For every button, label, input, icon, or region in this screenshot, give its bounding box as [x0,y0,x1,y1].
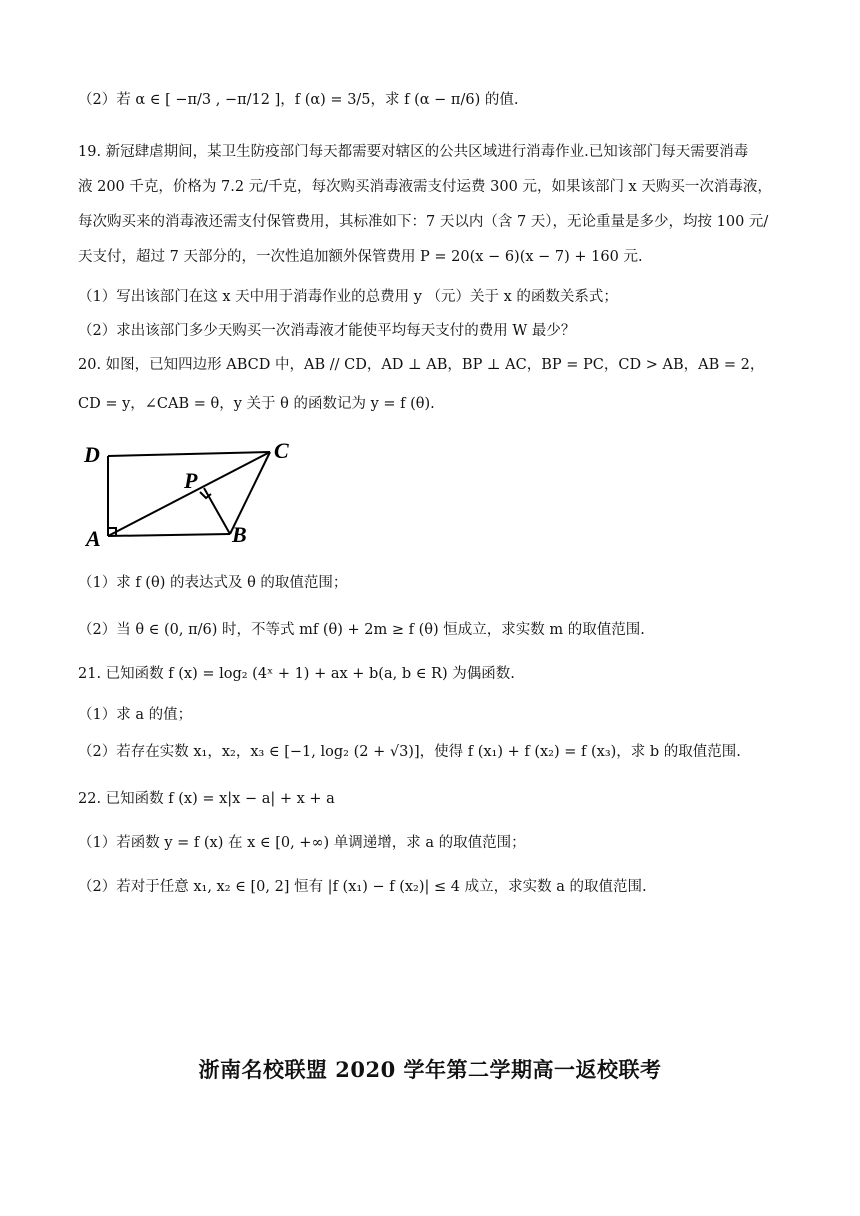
problem-21-line: 21. 已知函数 f (x) = log₂ (4ˣ + 1) + ax + b(a, b ∈ R) 为偶函数. [78,666,515,682]
label-D: D [84,442,100,467]
label-B: B [232,522,247,547]
problem-19-part-1: （1）写出该部门在这 x 天中用于消毒作业的总费用 y （元）关于 x 的函数关系式； [78,289,618,305]
problem-20-part-1: （1）求 f (θ) 的表达式及 θ 的取值范围； [78,575,348,591]
problem-19-line-2: 液 200 千克，价格为 7.2 元/千克，每次购买消毒液需支付运费 300 元，如果该部门 x 天购买一次消毒液， [78,179,772,195]
problem-line-18-2: （2）若 α ∈ [ −π/3 , −π/12 ]，f (α) = 3/5，求 f (α − π/6) 的值. [78,92,519,108]
label-C: C [274,438,289,463]
problem-19-line-1: 19. 新冠肆虐期间，某卫生防疫部门每天都需要对辖区的公共区域进行消毒作业.已知该部门每天需要消毒 [78,144,749,160]
problem-22-part-2: （2）若对于任意 x₁, x₂ ∈ [0, 2] 恒有 |f (x₁) − f (x₂)| ≤ 4 成立，求实数 a 的取值范围. [78,879,647,895]
problem-20-line-1: 20. 如图，已知四边形 ABCD 中，AB // CD，AD ⊥ AB，BP ⊥ AC，BP = PC，CD > AB，AB = 2， [78,357,765,373]
problem-20-part-2: （2）当 θ ∈ (0, π/6) 时，不等式 mf (θ) + 2m ≥ f (θ) 恒成立，求实数 m 的取值范围. [78,622,645,638]
problem-22-line: 22. 已知函数 f (x) = x|x − a| + x + a [78,791,335,807]
problem-19-part-2: （2）求出该部门多少天购买一次消毒液才能使平均每天支付的费用 W 最少？ [78,323,576,339]
problem-21-part-1: （1）求 a 的值； [78,707,193,723]
exam-title: 浙南名校联盟 2020 学年第二学期高一返校联考 [198,1057,662,1082]
problem-21-part-2: （2）若存在实数 x₁，x₂，x₃ ∈ [−1, log₂ (2 + √3)]，使得 f (x₁) + f (x₂) = f (x₃)，求 b 的取值范围. [78,744,741,760]
problem-19-line-4: 天支付，超过 7 天部分的，一次性追加额外保管费用 P = 20(x − 6)(x − 7) + 160 元. [78,249,643,265]
label-P: P [184,468,198,493]
quadrilateral-figure [80,432,300,552]
problem-22-part-1: （1）若函数 y = f (x) 在 x ∈ [0, +∞) 单调递增，求 a 的取值范围； [78,835,526,851]
label-A: A [86,526,101,551]
problem-19-line-3: 每次购买来的消毒液还需支付保管费用，其标准如下：7 天以内（含 7 天），无论重量是多少，均按 100 元/ [78,214,769,230]
problem-20-line-2: CD = y，∠CAB = θ，y 关于 θ 的函数记为 y = f (θ). [78,396,435,412]
